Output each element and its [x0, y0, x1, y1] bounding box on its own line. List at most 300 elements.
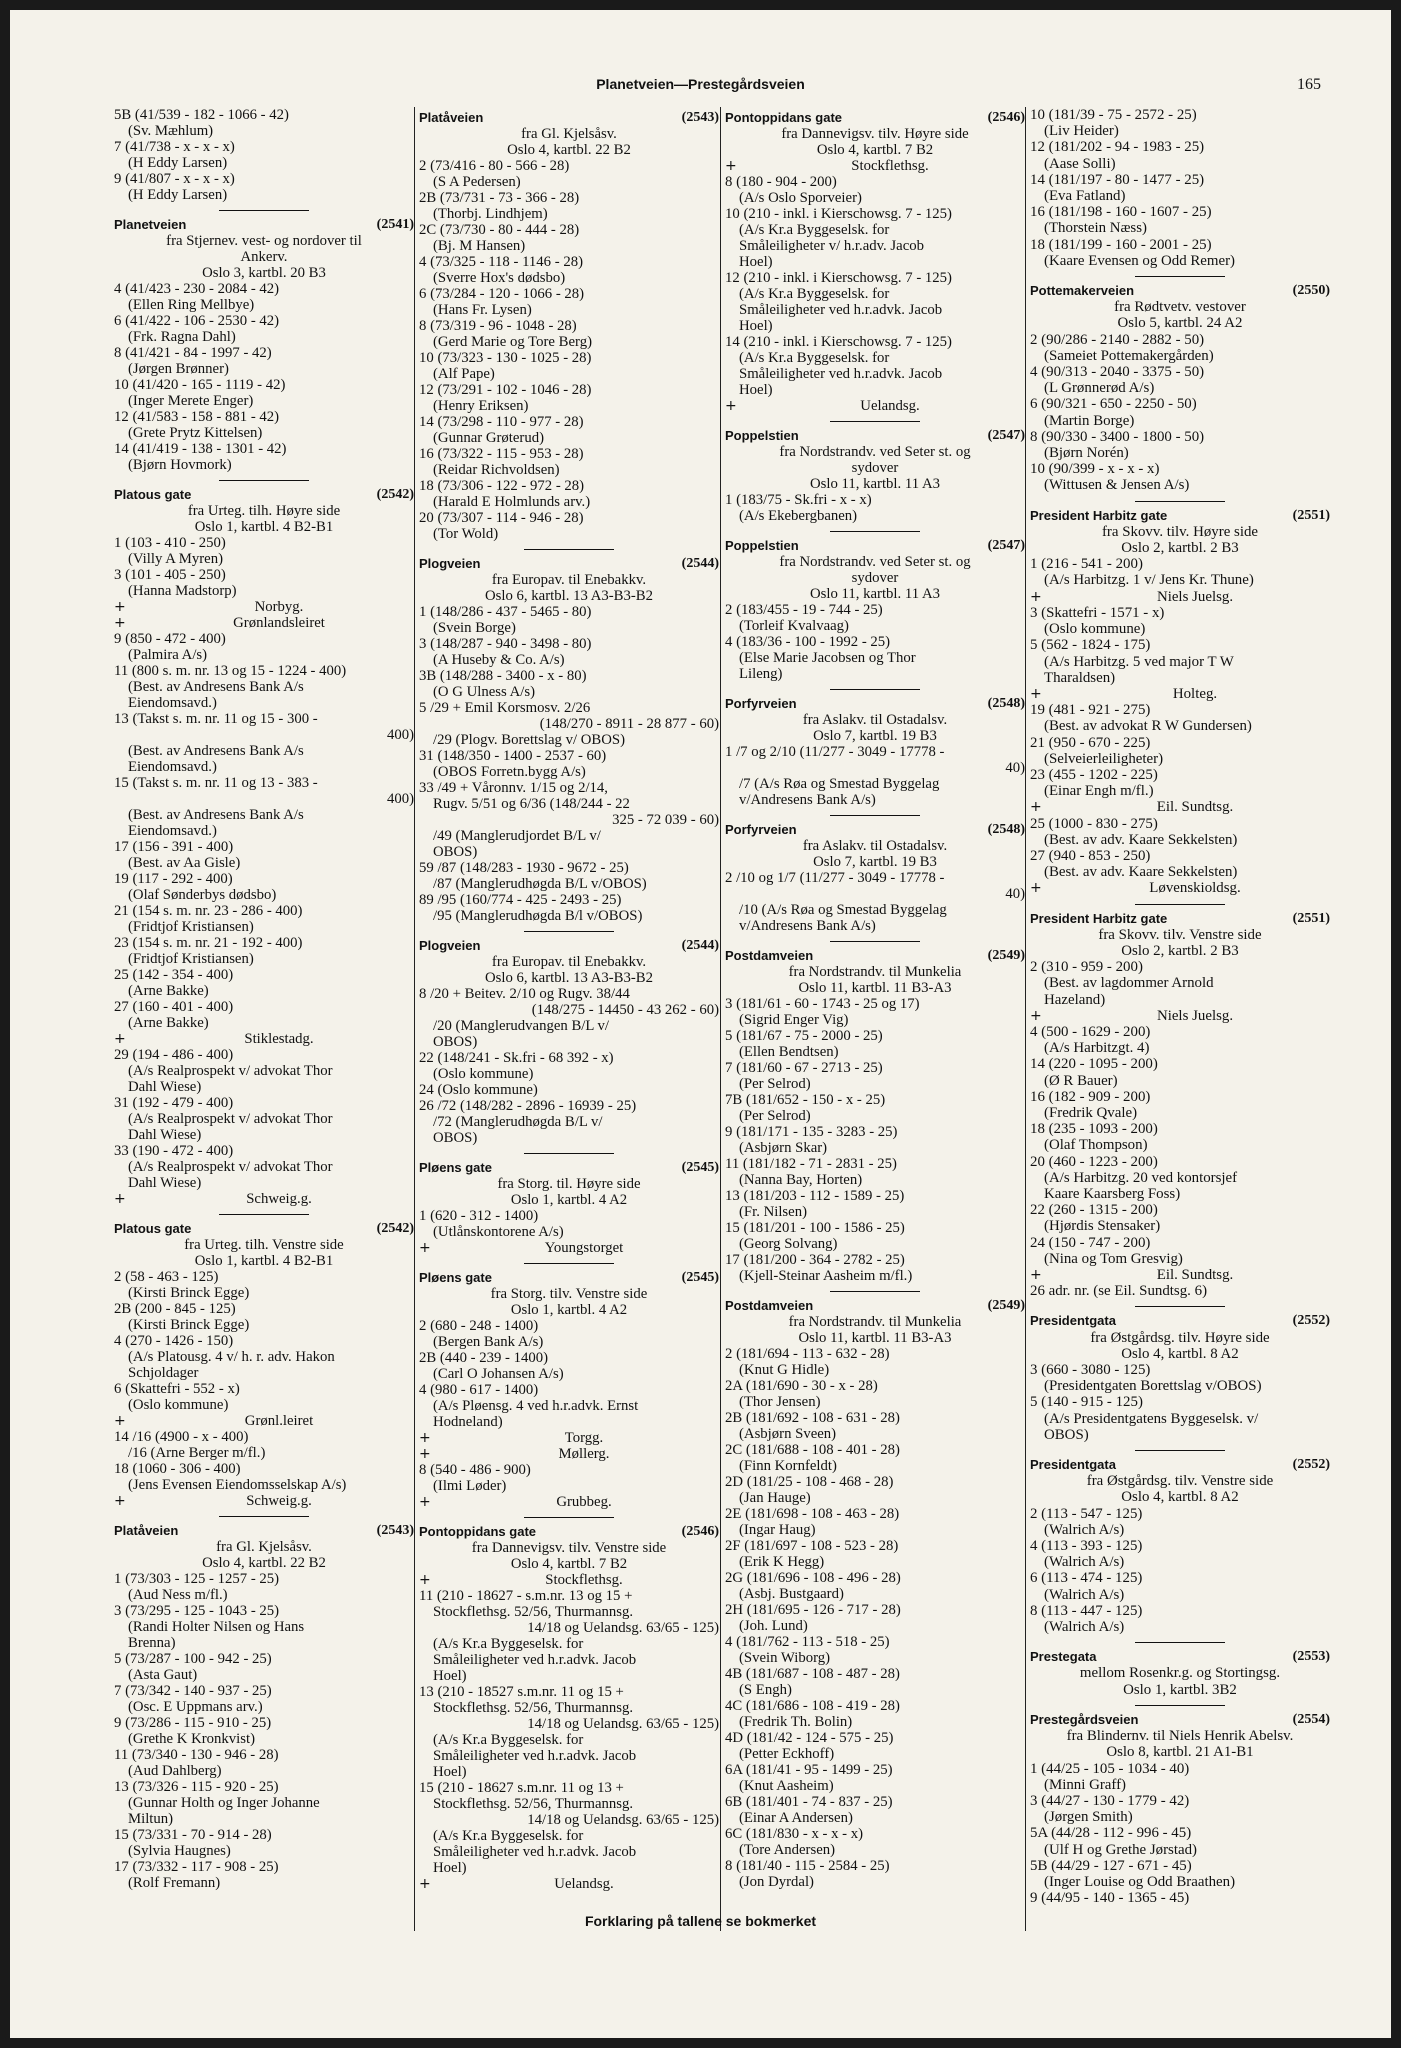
street-description: fra Europav. til Enebakkv.	[491, 954, 647, 970]
street-description: fra Urteg. tilh. Høyre side	[187, 503, 341, 519]
street-name: President Harbitz gate	[1030, 910, 1168, 926]
property-entry: 3 (73/295 - 125 - 1043 - 25)	[114, 1603, 280, 1619]
street-name: Porfyrveien	[725, 696, 797, 711]
street-code: (2542)	[376, 1221, 414, 1236]
owner-line: (Villy A Myren)	[128, 551, 223, 567]
cross-street-name: Torgg.	[564, 1430, 604, 1446]
owner-line: (Ulf H og Grethe Jørstad)	[1044, 1841, 1197, 1858]
owner-line: (Fr. Nilsen)	[739, 1204, 808, 1220]
property-entry: 9 (850 - 472 - 400)	[114, 631, 226, 647]
street-code: (2544)	[681, 938, 719, 953]
street-code: (2549)	[987, 948, 1025, 963]
entry-separator	[830, 689, 920, 690]
entry-separator	[830, 941, 920, 942]
owner-line: Småleiligheter ved h.r.advk. Jacob	[739, 366, 943, 382]
owner-line: /16 (Arne Berger m/fl.)	[128, 1445, 266, 1461]
street-code: (2554)	[1292, 1711, 1330, 1727]
owner-line: (Gunnar Grøterud)	[433, 430, 544, 446]
column-divider	[414, 107, 415, 1931]
owner-line: (Erik K Hegg)	[739, 1554, 825, 1570]
owner-line: (Knut G Hidle)	[739, 1362, 830, 1378]
cross-street-name: Løvenskioldsg.	[1149, 880, 1241, 897]
owner-line: (Ellen Bendtsen)	[739, 1044, 839, 1060]
property-entry: 5A (44/28 - 112 - 996 - 45)	[1030, 1825, 1192, 1842]
property-entry: 3 (660 - 3080 - 125)	[1030, 1362, 1151, 1379]
owner-line: (Alf Pape)	[433, 366, 495, 382]
property-entry: 19 (117 - 292 - 400)	[114, 871, 233, 887]
owner-line: Hoel)	[739, 254, 773, 270]
street-description: Oslo 11, kartbl. 11 B3-A3	[798, 1330, 952, 1346]
cross-marker-icon: +	[1030, 1267, 1042, 1284]
owner-line: (S Engh)	[739, 1682, 792, 1698]
owner-line: Småleiligheter ved h.r.advk. Jacob	[433, 1652, 637, 1668]
property-entry: 4 (73/325 - 118 - 1146 - 28)	[419, 254, 584, 270]
owner-line: Miltun)	[128, 1811, 174, 1827]
property-entry: 23 (455 - 1202 - 225)	[1030, 766, 1158, 783]
owner-line: Hoel)	[739, 382, 773, 398]
property-entry: 9 (44/95 - 140 - 1365 - 45)	[1030, 1890, 1190, 1907]
street-description: Oslo 3, kartbl. 20 B3	[202, 265, 326, 281]
cross-street	[114, 1191, 414, 1207]
street-description: Oslo 2, kartbl. 2 B3	[1121, 540, 1239, 557]
property-entry: 12 (210 - inkl. i Kierschowsg. 7 - 125)	[725, 270, 952, 286]
property-entry: 5B (44/29 - 127 - 671 - 45)	[1030, 1857, 1192, 1874]
column-4	[1030, 107, 1330, 1906]
street-description: Oslo 1, kartbl. 4 A2	[510, 1302, 628, 1318]
street-description: fra Nordstrandv. til Munkelia	[788, 1314, 962, 1330]
street-description: mellom Rosenkr.g. og Stortingsg.	[1079, 1665, 1281, 1682]
owner-line: Småleiligheter ved h.r.advk. Jacob	[433, 1748, 637, 1764]
property-entry: 11 (181/182 - 71 - 2831 - 25)	[725, 1156, 897, 1172]
property-entry: 17 (181/200 - 364 - 2782 - 25)	[725, 1252, 905, 1268]
owner-line: (Walrich A/s)	[1044, 1619, 1125, 1636]
street-description: fra Europav. til Enebakkv.	[491, 572, 647, 588]
entry-separator	[219, 1214, 309, 1215]
owner-line: (A/s Realprospekt v/ advokat Thor	[128, 1159, 333, 1175]
property-entry: 9 (41/807 - x - x - x)	[114, 171, 235, 187]
property-entry: 5 (181/67 - 75 - 2000 - 25)	[725, 1028, 883, 1044]
owner-line: (Fridtjof Kristiansen)	[128, 919, 254, 935]
owner-line: (Best. av adv. Kaare Sekkelsten)	[1044, 864, 1238, 881]
street-heading	[114, 487, 414, 503]
entry-continuation: 40)	[1005, 886, 1025, 902]
owner-line: (Hanna Madstorp)	[128, 583, 237, 599]
owner-line: Hoel)	[433, 1668, 467, 1684]
street-code: (2545)	[681, 1160, 719, 1175]
entry-separator	[830, 421, 920, 422]
owner-line: (Tor Wold)	[433, 526, 499, 542]
cross-street	[1030, 1008, 1330, 1024]
owner-line: (Harald E Holmlunds arv.)	[433, 494, 591, 510]
owner-line: (A/s Pløensg. 4 ved h.r.advk. Ernst	[433, 1398, 639, 1414]
entry-separator	[1135, 1642, 1225, 1643]
property-entry: 20 (460 - 1223 - 200)	[1030, 1153, 1158, 1170]
street-description: sydover	[851, 570, 899, 586]
cross-street	[1030, 1267, 1330, 1283]
property-entry: 8 (540 - 486 - 900)	[419, 1462, 531, 1478]
page-number: 165	[1297, 76, 1321, 93]
footer-note: Forklaring på tallene se bokmerket	[584, 1913, 817, 1929]
property-entry: 4 (183/36 - 100 - 1992 - 25)	[725, 634, 891, 650]
owner-line: /95 (Manglerudhøgda B/l v/OBOS)	[433, 908, 643, 924]
street-name: Prestegårdsveien	[1030, 1711, 1139, 1727]
owner-line: (Jørgen Brønner)	[128, 361, 229, 377]
street-heading	[419, 1160, 719, 1176]
street-heading	[114, 217, 414, 233]
entry-separator	[830, 531, 920, 532]
entry-continuation: (148/275 - 14450 - 43 262 - 60)	[531, 1002, 719, 1018]
owner-line: (A/s Harbitzg. 5 ved major T W	[1044, 653, 1234, 670]
cross-marker-icon: +	[1030, 685, 1042, 702]
owner-line: (Per Selrod)	[739, 1108, 811, 1124]
owner-line: (Jørgen Smith)	[1044, 1809, 1133, 1826]
cross-street	[114, 615, 414, 631]
cross-street-name: Youngstorget	[544, 1240, 624, 1256]
property-entry: 5B (41/539 - 182 - 1066 - 42)	[114, 107, 289, 123]
cross-street	[1030, 686, 1330, 702]
property-entry: 1 (620 - 312 - 1400)	[419, 1208, 539, 1224]
street-heading	[1030, 508, 1330, 524]
owner-line: (Bjørn Norén)	[1044, 445, 1129, 462]
owner-line: (Kjell-Steinar Aasheim m/fl.)	[739, 1268, 913, 1284]
property-entry: 14 (181/197 - 80 - 1477 - 25)	[1030, 171, 1205, 188]
cross-street	[1030, 799, 1330, 815]
owner-line: Stockflethsg. 52/56, Thurmannsg.	[433, 1604, 634, 1620]
street-description: fra Gl. Kjelsåsv.	[521, 126, 617, 142]
property-entry: 5 (140 - 915 - 125)	[1030, 1394, 1143, 1411]
property-entry: 10 (181/39 - 75 - 2572 - 25)	[1030, 107, 1197, 123]
owner-line: (Grete Prytz Kittelsen)	[128, 425, 263, 441]
property-entry: 10 (90/399 - x - x - x)	[1030, 461, 1160, 478]
street-code: (2543)	[376, 1523, 414, 1538]
cross-marker-icon: +	[1030, 799, 1042, 816]
property-entry: 13 (210 - 18527 s.m.nr. 11 og 15 +	[419, 1684, 624, 1700]
directory-page	[10, 10, 1391, 2038]
street-description: sydover	[851, 460, 899, 476]
property-entry: 14 /16 (4900 - x - 400)	[114, 1429, 249, 1445]
property-entry: 6C (181/830 - x - x - x)	[725, 1826, 864, 1842]
owner-line: (Nina og Tom Gresvig)	[1044, 1250, 1183, 1267]
property-entry: 3 (101 - 405 - 250)	[114, 567, 226, 583]
property-entry: 9 (73/286 - 115 - 910 - 25)	[114, 1715, 272, 1731]
street-description: fra Blindernv. til Niels Henrik Abelsv.	[1066, 1728, 1294, 1745]
owner-line: (Knut Aasheim)	[739, 1778, 834, 1794]
property-entry: 12 (41/583 - 158 - 881 - 42)	[114, 409, 280, 425]
street-code: (2547)	[987, 538, 1025, 553]
property-entry: 4 (181/762 - 113 - 518 - 25)	[725, 1634, 890, 1650]
property-entry: 1 (73/303 - 125 - 1257 - 25)	[114, 1571, 280, 1587]
property-entry: 20 (73/307 - 114 - 946 - 28)	[419, 510, 584, 526]
property-entry: 4D (181/42 - 124 - 575 - 25)	[725, 1730, 894, 1746]
property-entry: 31 (192 - 479 - 400)	[114, 1095, 234, 1111]
cross-street	[419, 1572, 719, 1588]
owner-line: /20 (Manglerudvangen B/L v/	[433, 1018, 610, 1034]
entry-separator	[1135, 501, 1225, 502]
owner-line: (H Eddy Larsen)	[128, 187, 228, 203]
street-description: Oslo 1, kartbl. 4 B2-B1	[194, 1253, 334, 1269]
owner-line: (Walrich A/s)	[1044, 1554, 1125, 1571]
property-entry: 1 (148/286 - 437 - 5465 - 80)	[419, 604, 592, 620]
cross-street	[419, 1876, 719, 1892]
street-description: Oslo 4, kartbl. 8 A2	[1121, 1489, 1239, 1506]
owner-line: (Sv. Mæhlum)	[128, 123, 214, 139]
cross-street-name: Stiklestadg.	[244, 1031, 314, 1047]
property-entry: 5 (562 - 1824 - 175)	[1030, 637, 1151, 654]
street-name: Pløens gate	[419, 1160, 492, 1175]
property-entry: 25 (1000 - 830 - 275)	[1030, 815, 1158, 832]
property-entry: 89 /95 (160/774 - 425 - 2493 - 25)	[419, 892, 622, 908]
street-code: (2549)	[987, 1298, 1025, 1313]
street-description: Oslo 7, kartbl. 19 B3	[813, 728, 937, 744]
street-name: Presidentgata	[1030, 1313, 1116, 1329]
property-entry: 2 (181/694 - 113 - 632 - 28)	[725, 1346, 890, 1362]
property-entry: 8 (180 - 904 - 200)	[725, 174, 837, 190]
owner-line: Dahl Wiese)	[128, 1127, 202, 1143]
cross-street	[114, 1031, 414, 1047]
street-description: fra Rødtvetv. vestover	[1114, 299, 1246, 316]
street-heading	[725, 538, 1025, 554]
owner-line: Stockflethsg. 52/56, Thurmannsg.	[433, 1700, 634, 1716]
property-entry: 9 (181/171 - 135 - 3283 - 25)	[725, 1124, 898, 1140]
street-description: Oslo 2, kartbl. 2 B3	[1121, 942, 1239, 959]
owner-line: (Torleif Kvalvaag)	[739, 618, 849, 634]
page-header-title: Planetveien—Prestegårdsveien	[596, 76, 805, 92]
street-description: Oslo 1, kartbl. 4 A2	[510, 1192, 628, 1208]
owner-line: (Petter Eckhoff)	[739, 1746, 835, 1762]
property-entry: 6 (41/422 - 106 - 2530 - 42)	[114, 313, 280, 329]
owner-line: v/Andresens Bank A/s)	[739, 792, 876, 808]
owner-line: (Walrich A/s)	[1044, 1586, 1125, 1603]
property-entry: 13 (181/203 - 112 - 1589 - 25)	[725, 1188, 905, 1204]
property-entry: 2 (680 - 248 - 1400)	[419, 1318, 539, 1334]
property-entry: 3 (44/27 - 130 - 1779 - 42)	[1030, 1792, 1190, 1809]
cross-marker-icon: +	[114, 1031, 126, 1047]
owner-line: (A/s Realprospekt v/ advokat Thor	[128, 1063, 333, 1079]
street-name: Platous gate	[114, 487, 192, 502]
owner-line: Hoel)	[433, 1860, 467, 1876]
street-code: (2548)	[987, 696, 1025, 711]
owner-line: (Best. av Andresens Bank A/s	[128, 807, 304, 823]
street-name: Porfyrveien	[725, 822, 797, 837]
owner-line: (Aud Dahlberg)	[128, 1763, 222, 1779]
cross-marker-icon: +	[114, 1413, 126, 1429]
entry-separator	[524, 931, 614, 932]
owner-line: (Arne Bakke)	[128, 1015, 209, 1031]
owner-line: OBOS)	[433, 1130, 478, 1146]
property-entry: 18 (1060 - 306 - 400)	[114, 1461, 241, 1477]
owner-line: (Oslo kommune)	[433, 1066, 534, 1082]
street-name: President Harbitz gate	[1030, 507, 1168, 523]
property-entry: 2 /10 og 1/7 (11/277 - 3049 - 17778 -	[725, 870, 945, 886]
property-entry: 8 (41/421 - 84 - 1997 - 42)	[114, 345, 272, 361]
street-code: (2541)	[376, 217, 414, 232]
entry-separator	[1135, 276, 1225, 277]
owner-line: /7 (A/s Røa og Smestad Byggelag	[739, 776, 940, 792]
property-entry: 2G (181/696 - 108 - 496 - 28)	[725, 1570, 901, 1586]
owner-line: (Selveierleiligheter)	[1044, 750, 1164, 767]
property-entry: 6 (Skattefri - 552 - x)	[114, 1381, 240, 1397]
owner-line: (Hjørdis Stensaker)	[1044, 1218, 1161, 1235]
owner-line: OBOS)	[433, 844, 478, 860]
property-entry: 11 (210 - 18627 - s.m.nr. 13 og 15 +	[419, 1588, 633, 1604]
owner-line: (Asbjørn Skar)	[739, 1140, 828, 1156]
cross-street-name: Norbyg.	[254, 599, 304, 615]
property-entry: 19 (481 - 921 - 275)	[1030, 702, 1151, 719]
owner-line: (Asbjørn Sveen)	[739, 1426, 837, 1442]
street-code: (2552)	[1292, 1313, 1330, 1329]
property-entry: 6B (181/401 - 74 - 837 - 25)	[725, 1794, 893, 1810]
property-entry: 2A (181/690 - 30 - x - 28)	[725, 1378, 878, 1394]
owner-line: Eiendomsavd.)	[128, 759, 217, 775]
owner-line: (Inger Louise og Odd Braathen)	[1044, 1873, 1236, 1890]
street-heading	[725, 696, 1025, 712]
property-entry: 14 (220 - 1095 - 200)	[1030, 1056, 1158, 1073]
cross-street	[419, 1240, 719, 1256]
street-description: Oslo 6, kartbl. 13 A3-B3-B2	[485, 588, 653, 604]
entry-continuation: (148/270 - 8911 - 28 877 - 60)	[539, 716, 719, 732]
owner-line: Småleiligheter ved h.r.advk. Jacob	[739, 302, 943, 318]
street-description: fra Dannevigsv. tilv. Høyre side	[781, 126, 969, 142]
cross-marker-icon: +	[419, 1572, 431, 1588]
owner-line: (Per Selrod)	[739, 1076, 811, 1092]
cross-marker-icon: +	[419, 1876, 431, 1892]
owner-line: (Einar A Andersen)	[739, 1810, 853, 1826]
property-entry: 2 (113 - 547 - 125)	[1030, 1505, 1143, 1522]
street-heading	[725, 428, 1025, 444]
street-description: Oslo 11, kartbl. 11 B3-A3	[798, 980, 952, 996]
owner-line: (Bj. M Hansen)	[433, 238, 526, 254]
street-description: Oslo 4, kartbl. 22 B2	[202, 1555, 326, 1571]
owner-line: /87 (Manglerudhøgda B/L v/OBOS)	[433, 876, 647, 892]
owner-line: (Gunnar Holth og Inger Johanne	[128, 1795, 320, 1811]
property-entry: 16 (73/322 - 115 - 953 - 28)	[419, 446, 584, 462]
owner-line: (Aase Solli)	[1044, 155, 1116, 172]
street-name: Platous gate	[114, 1221, 192, 1236]
cross-street	[725, 398, 1025, 414]
cross-street-name: Uelandsg.	[860, 398, 920, 414]
owner-line: (Nanna Bay, Horten)	[739, 1172, 863, 1188]
street-code: (2553)	[1292, 1649, 1330, 1665]
owner-line: (A/s Presidentgatens Byggeselsk. v/	[1044, 1410, 1259, 1427]
property-entry: 15 (210 - 18627 s.m.nr. 11 og 13 +	[419, 1780, 624, 1796]
owner-line: OBOS)	[433, 1034, 478, 1050]
cross-street-name: Niels Juelsg.	[1156, 588, 1234, 605]
owner-line: (Fredrik Th. Bolin)	[739, 1714, 853, 1730]
cross-marker-icon: +	[419, 1446, 431, 1462]
property-entry: 18 (73/306 - 122 - 972 - 28)	[419, 478, 585, 494]
property-entry: 2B (73/731 - 73 - 366 - 28)	[419, 190, 580, 206]
property-entry: 17 (73/332 - 117 - 908 - 25)	[114, 1859, 279, 1875]
cross-marker-icon: +	[419, 1240, 431, 1256]
property-entry: 12 (73/291 - 102 - 1046 - 28)	[419, 382, 592, 398]
owner-line: (Bergen Bank A/s)	[433, 1334, 544, 1350]
owner-line: (Thorstein Næss)	[1044, 220, 1147, 237]
owner-line: (O G Ulness A/s)	[433, 684, 536, 700]
cross-street-name: Uelandsg.	[554, 1876, 614, 1892]
property-entry: 16 (181/198 - 160 - 1607 - 25)	[1030, 204, 1212, 221]
property-entry: 2H (181/695 - 126 - 717 - 28)	[725, 1602, 901, 1618]
owner-line: Stockflethsg. 52/56, Thurmannsg.	[433, 1796, 634, 1812]
property-entry: 27 (940 - 853 - 250)	[1030, 847, 1151, 864]
property-entry: 5 /29 + Emil Korsmosv. 2/26	[419, 700, 591, 716]
property-entry: 4 (980 - 617 - 1400)	[419, 1382, 539, 1398]
street-name: Pontoppidans gate	[725, 110, 842, 125]
street-code: (2552)	[1292, 1457, 1330, 1473]
property-entry: 1 (216 - 541 - 200)	[1030, 556, 1143, 573]
property-entry: 6 (113 - 474 - 125)	[1030, 1570, 1143, 1587]
property-entry: 7 (181/60 - 67 - 2713 - 25)	[725, 1060, 883, 1076]
owner-line: Hoel)	[433, 1764, 467, 1780]
column-divider	[720, 107, 721, 1931]
property-entry: 1 (44/25 - 105 - 1034 - 40)	[1030, 1760, 1190, 1777]
owner-line: (Gerd Marie og Tore Berg)	[433, 334, 592, 350]
property-entry: 6A (181/41 - 95 - 1499 - 25)	[725, 1762, 893, 1778]
cross-street-name: Stockflethsg.	[545, 1572, 623, 1588]
property-entry: 17 (156 - 391 - 400)	[114, 839, 234, 855]
owner-line: Schjoldager	[128, 1365, 199, 1381]
property-entry: 22 (148/241 - Sk.fri - 68 392 - x)	[419, 1050, 614, 1066]
property-entry: 3 (181/61 - 60 - 1743 - 25 og 17)	[725, 996, 920, 1012]
owner-line: (Henry Eriksen)	[433, 398, 529, 414]
property-entry: 29 (194 - 486 - 400)	[114, 1047, 234, 1063]
property-entry: 8 (90/330 - 3400 - 1800 - 50)	[1030, 428, 1205, 445]
owner-line: Tharaldsen)	[1044, 669, 1116, 686]
street-description: Oslo 8, kartbl. 21 A1-B1	[1106, 1744, 1254, 1761]
owner-line: OBOS)	[1044, 1426, 1089, 1443]
street-code: (2550)	[1292, 283, 1330, 299]
entry-continuation: 14/18 og Uelandsg. 63/65 - 125)	[527, 1812, 719, 1828]
street-heading	[419, 556, 719, 572]
property-entry: 2B (200 - 845 - 125)	[114, 1301, 236, 1317]
property-entry: 3B (148/288 - 3400 - x - 80)	[419, 668, 587, 684]
cross-marker-icon: +	[1030, 880, 1042, 897]
owner-line: (A/s Kr.a Byggeselsk. for	[739, 222, 890, 238]
owner-line: (Oslo kommune)	[128, 1397, 229, 1413]
street-name: Planetveien	[114, 217, 187, 232]
entry-separator	[219, 1516, 309, 1517]
street-description: fra Skovv. tilv. Høyre side	[1101, 523, 1259, 540]
entry-separator	[1135, 1306, 1225, 1307]
cross-street	[114, 1413, 414, 1429]
street-heading	[1030, 283, 1330, 299]
street-description: fra Aslakv. til Ostadalsv.	[802, 838, 948, 854]
property-entry: 6 (73/284 - 120 - 1066 - 28)	[419, 286, 585, 302]
owner-line: (Wittusen & Jensen A/s)	[1044, 477, 1190, 494]
cross-street	[725, 158, 1025, 174]
property-entry: 18 (181/199 - 160 - 2001 - 25)	[1030, 236, 1212, 253]
property-entry: 14 (41/419 - 138 - 1301 - 42)	[114, 441, 287, 457]
street-heading	[114, 1523, 414, 1539]
street-heading	[1030, 1649, 1330, 1665]
owner-line: (Arne Bakke)	[128, 983, 209, 999]
owner-line: (Inger Merete Enger)	[128, 393, 254, 409]
owner-line: (Martin Borge)	[1044, 412, 1135, 429]
column-2	[419, 107, 719, 1892]
owner-line: (A/s Ekebergbanen)	[739, 508, 858, 524]
street-name: Postdamveien	[725, 1298, 814, 1313]
property-entry: 27 (160 - 401 - 400)	[114, 999, 234, 1015]
street-heading	[725, 948, 1025, 964]
owner-line: Småleiligheter v/ h.r.adv. Jacob	[739, 238, 925, 254]
cross-marker-icon: +	[114, 1191, 126, 1207]
owner-line: Hodneland)	[433, 1414, 503, 1430]
property-entry: 8 /20 + Beitev. 2/10 og Rugv. 38/44	[419, 986, 630, 1002]
owner-line: (H Eddy Larsen)	[128, 155, 228, 171]
property-entry: 26 /72 (148/282 - 2896 - 16939 - 25)	[419, 1098, 637, 1114]
owner-line: Dahl Wiese)	[128, 1175, 202, 1191]
owner-line: (Best. av adv. Kaare Sekkelsten)	[1044, 831, 1238, 848]
property-entry: 15 (73/331 - 70 - 914 - 28)	[114, 1827, 272, 1843]
